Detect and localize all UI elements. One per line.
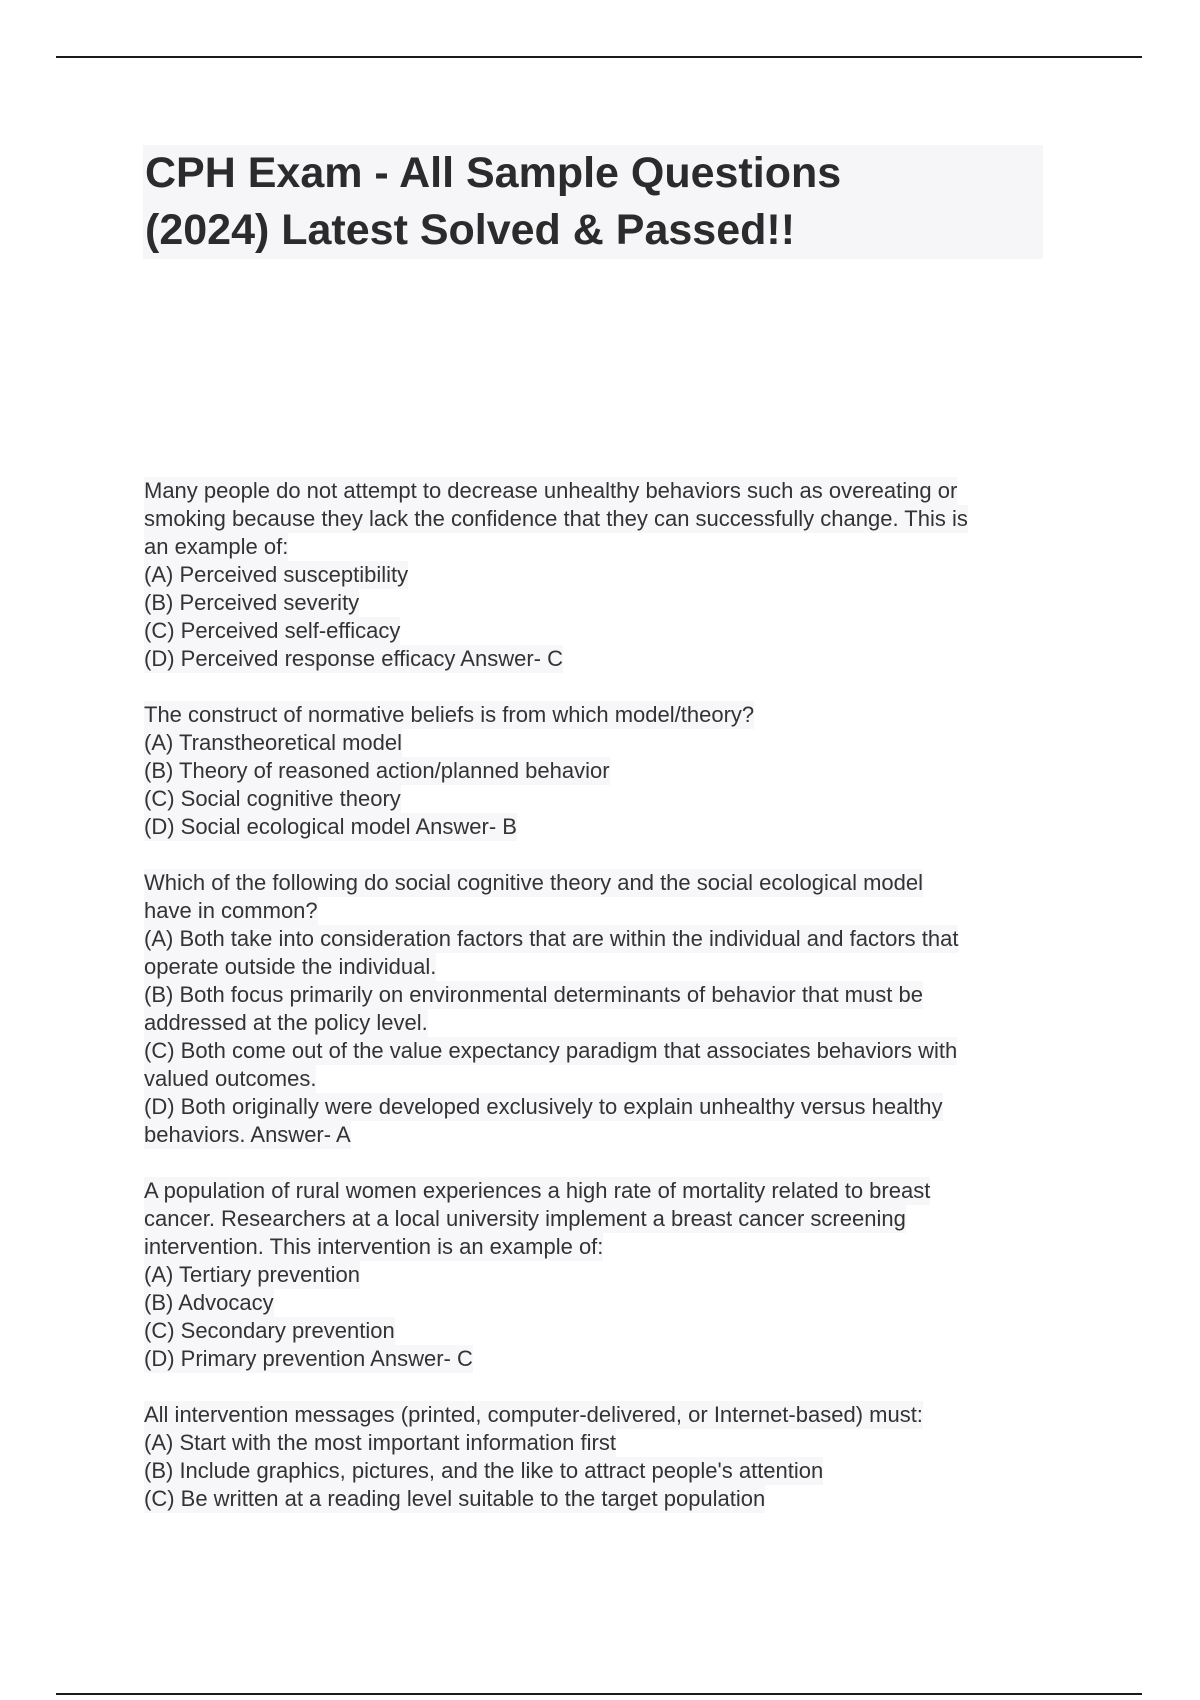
answer-option: behaviors. Answer- A: [144, 1122, 351, 1147]
answer-option: (C) Secondary prevention: [144, 1318, 395, 1343]
answer-option: (B) Include graphics, pictures, and the like to attract people's attention: [144, 1458, 824, 1483]
answer-option: (B) Theory of reasoned action/planned behavior: [144, 758, 610, 783]
answer-option: operate outside the individual.: [144, 954, 437, 979]
answer-option: (D) Both originally were developed exclusively to explain unhealthy versus healthy: [144, 1094, 943, 1119]
question-text: All intervention messages (printed, computer-delivered, or Internet-based) must:: [144, 1402, 923, 1427]
answer-option: (B) Perceived severity: [144, 590, 360, 615]
answer-option: (A) Perceived susceptibility: [144, 562, 409, 587]
title-line-1: CPH Exam - All Sample Questions: [145, 149, 842, 197]
answer-option: (C) Perceived self-efficacy: [144, 618, 401, 643]
answer-option: (A) Transtheoretical model: [144, 730, 402, 755]
bottom-rule: [56, 1693, 1142, 1695]
questions-list: [144, 477, 1054, 1541]
answer-option: (C) Be written at a reading level suitable to the target population: [144, 1486, 766, 1511]
question-1: [144, 477, 1054, 673]
answer-option: addressed at the policy level.: [144, 1010, 428, 1035]
answer-option: (D) Social ecological model Answer- B: [144, 814, 517, 839]
answer-option: (B) Advocacy: [144, 1290, 274, 1315]
answer-option: valued outcomes.: [144, 1066, 317, 1091]
question-text: intervention. This intervention is an example of:: [144, 1234, 604, 1259]
question-text: cancer. Researchers at a local university implement a breast cancer screening: [144, 1206, 906, 1231]
title-line-2: (2024) Latest Solved & Passed!!: [145, 206, 796, 254]
question-5: [144, 1401, 1054, 1513]
question-4: [144, 1177, 1054, 1373]
answer-option: (A) Tertiary prevention: [144, 1262, 361, 1287]
top-rule: [56, 56, 1142, 58]
question-text: Which of the following do social cognitive theory and the social ecological model: [144, 870, 923, 895]
answer-option: (D) Primary prevention Answer- C: [144, 1346, 473, 1371]
question-2: [144, 701, 1054, 841]
answer-option: (D) Perceived response efficacy Answer- C: [144, 646, 563, 671]
answer-option: (A) Start with the most important information first: [144, 1430, 616, 1455]
document-title-block: [143, 145, 1043, 259]
question-text: The construct of normative beliefs is from which model/theory?: [144, 702, 755, 727]
question-text: have in common?: [144, 898, 318, 923]
question-text: Many people do not attempt to decrease unhealthy behaviors such as overeating or: [144, 478, 958, 503]
question-text: an example of:: [144, 534, 289, 559]
answer-option: (A) Both take into consideration factors that are within the individual and factors that: [144, 926, 959, 951]
answer-option: (B) Both focus primarily on environmental determinants of behavior that must be: [144, 982, 923, 1007]
answer-option: (C) Social cognitive theory: [144, 786, 401, 811]
question-3: [144, 869, 1054, 1149]
question-text: smoking because they lack the confidence that they can successfully change. This is: [144, 506, 968, 531]
document-title: [143, 145, 1043, 259]
question-text: A population of rural women experiences a high rate of mortality related to breast: [144, 1178, 931, 1203]
answer-option: (C) Both come out of the value expectancy paradigm that associates behaviors with: [144, 1038, 958, 1063]
